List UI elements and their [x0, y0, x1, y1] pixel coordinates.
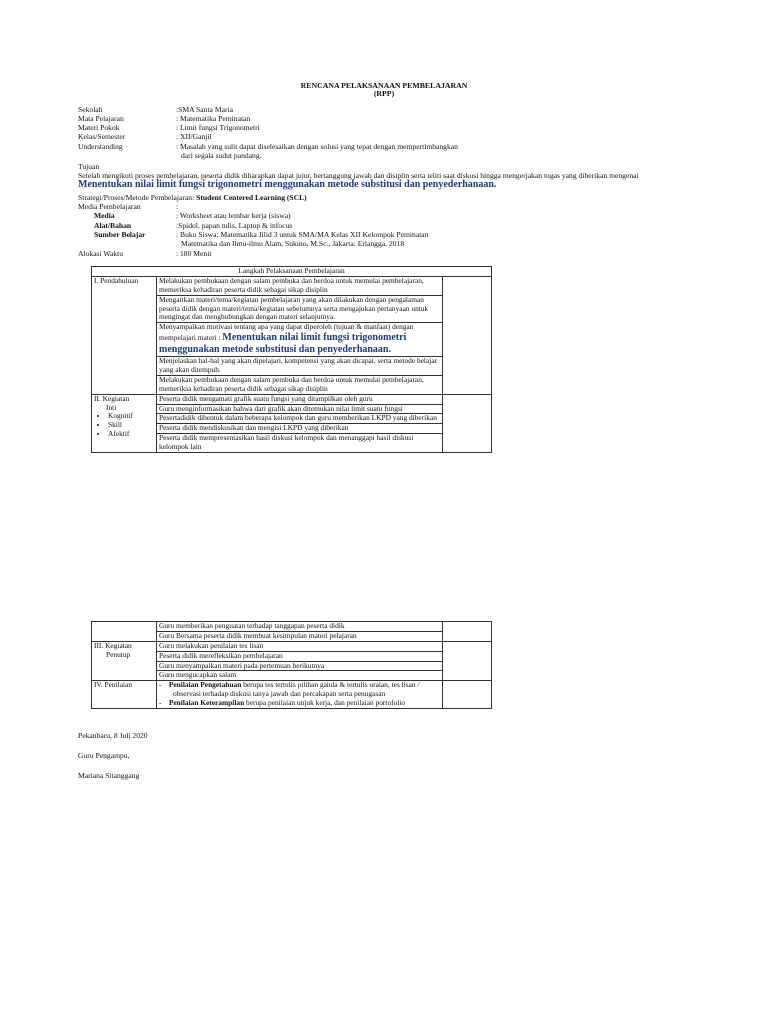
value-kelas-semester: : XII/Ganjil — [176, 132, 212, 141]
signer-name: Mariana Sitanggang — [78, 771, 140, 780]
motivasi-highlight: Menentukan nilai limit fungsi trigonometri menggunakan metode substitusi dan penyederhanaan. — [159, 332, 407, 356]
aspect-skill: • Skill — [108, 421, 154, 430]
list-item: Melakukan pembukaan dengan salam pembuka dan berdoa untuk memulai pembelajaran, memeriksa kehadiran peserta didik sebagai sikap disiplin — [159, 374, 424, 393]
value-sumber-belajar: : Buku Siswa: Matematika Jilid 3 untuk SMA/MA Kelas XII Kelompok Peminatan — [176, 230, 429, 239]
inti-steps — [157, 394, 443, 452]
section-kegiatan-penutup — [92, 641, 157, 681]
lesson-steps-table-continued — [91, 621, 492, 709]
tujuan-highlight: Menentukan nilai limit fungsi trigonometri menggunakan metode substitusi dan penyederhanaan. — [78, 179, 497, 190]
tujuan-text: Setelah mengikuti proses pembelajaran, peserta didik diharapkan dapat jujur, bertanggung jawab dan disiplin serta teliti saat diskusi hingga mengerjakan tugas yang diberikan mengenai — [78, 171, 639, 180]
section-kegiatan-inti — [92, 394, 157, 452]
label-alokasi-waktu: Alokasi Waktu — [78, 249, 124, 258]
label-media-pembelajaran: Media Pembelajaran — [78, 202, 141, 211]
document-title: RENCANA PELAKSANAAN PEMBELAJARAN — [300, 81, 468, 90]
penilaian-pengetahuan-text: berupa tes tertulis pilihan ganda & tertulis uraian, tes lisan / observasi terhadap diskusi tanya jawab dan percakapan serta penugasan — [173, 680, 420, 699]
list-item: Peserta didik mengamati grafik suatu fungsi yang ditampilkan oleh guru — [157, 395, 442, 405]
kegiatan-inti-label-2: Inti — [106, 402, 117, 412]
list-item: Guru mengucapkan salam — [159, 670, 237, 680]
penilaian-pengetahuan-label: Penilaian Pengetahuan — [168, 680, 242, 690]
kegiatan-inti-label: II. Kegiatan — [94, 393, 130, 403]
empty-cell — [443, 622, 492, 642]
value-alat-bahan: :Spidol, papan tulis, Laptop & infocus — [176, 221, 293, 230]
value-understanding-cont: dari segala sudut pandang. — [181, 151, 262, 160]
penilaian-keterampilan-label: Penilaian Keterampilan — [168, 698, 245, 707]
value-media: : Worksheet atau lembar kerja (siswa) — [176, 211, 291, 220]
list-item — [157, 323, 442, 357]
value-sekolah: :SMA Santa Maria — [176, 105, 233, 114]
aspect-kognitif: • Kognitif — [108, 412, 154, 421]
list-item: Melakukan pembukaan dengan salam pembuka dan berdoa untuk memulai pembelajaran, memeriksa kehadiran peserta didik sebagai sikap disiplin — [157, 277, 442, 296]
value-mata-pelajaran: : Matematika Peminatan — [176, 114, 251, 123]
aspect-afektif: • Afektif — [108, 430, 154, 439]
label-kelas-semester: Kelas/Semester — [78, 132, 126, 141]
list-item: Guru Bersama peserta didik membuat kesimpulan materi pelajaran — [159, 630, 357, 640]
empty-cell — [443, 641, 492, 681]
value-sumber-belajar-cont: Matematika dan Ilmu-ilmu Alam, Sukino, M.Sc., Jakarta: Erlangga, 2018 — [181, 239, 405, 248]
empty-cell — [92, 622, 157, 642]
empty-cell — [443, 681, 492, 709]
list-item: Guru memberikan penguatan terhadap tanggapan peserta didik — [157, 622, 442, 632]
label-materi-pokok: Materi Pokok — [78, 123, 120, 132]
document-subtitle: (RPP) — [373, 89, 395, 98]
section-penilaian: IV. Penilaian — [92, 681, 157, 709]
list-item: Menjelaskan hal-hal yang akan dipelajari, kompetensi yang akan dicapai, serta metode belajar yang akan ditempuh. — [157, 357, 442, 376]
place-date: Pekanbaru, 8 Juli 2020 — [78, 731, 148, 740]
penutup-steps — [157, 641, 443, 681]
kegiatan-penutup-label: III. Kegiatan — [94, 640, 132, 650]
empty-cell — [443, 276, 492, 394]
list-item: Peserta didik mempresentasikan hasil diskusi kelompok dan menanggapi hasil diskusi kelompok lain — [159, 433, 414, 451]
label-alat-bahan: Alat/Bahan — [94, 221, 132, 230]
value-materi-pokok: : Limit fungsi Trigonometri — [176, 123, 260, 132]
list-item: Peserta didik mendiskusikan dan mengisi LKPD yang diberikan — [157, 424, 442, 434]
list-item: - Penilaian Pengetahuan berupa tes tertulis pilihan ganda & tertulis uraian, tes lisan / observasi terhadap diskusi tanya jawab dan percakapan serta penugasan — [159, 680, 420, 699]
strategi-label: Strategi/Proses/Metode Pembelajaran: — [78, 193, 197, 202]
motivasi-text: Menyampaikan motivasi tentang apa yang dapat diperoleh (tujuan & manfaat) dengan mempelajari materi : — [159, 322, 414, 343]
list-item: Peserta didik merefleksikan pembelajaran — [157, 652, 442, 662]
label-sekolah: Sekolah — [78, 105, 103, 114]
list-item: - Penilaian Keterampilan berupa penilaian unjuk kerja, dan penilaian portofolio — [159, 698, 406, 707]
lesson-steps-table — [91, 266, 492, 453]
signer-role: Guru Pengampu, — [78, 751, 130, 760]
label-tujuan: Tujuan — [78, 162, 100, 171]
aspect-list — [94, 412, 154, 439]
label-sumber-belajar: Sumber Belajar — [94, 230, 146, 239]
strategi-value: Student Centered Learning (SCL) — [196, 193, 307, 202]
table-header: Langkah Pelaksanaan Pembelajaran — [92, 267, 492, 277]
list-item: Pesertadidik dibentuk dalam beberapa kelompok dan guru memberikan LKPD yang diberikan — [157, 414, 442, 424]
value-understanding: : Masalah yang sulit dapat diselesaikan dengan solusi yang tepat dengan mempertimbangkan — [176, 142, 458, 151]
list-item: Guru menginformasikan bahwa dari grafik akan ditemukan nilai limit suatu fungsi — [157, 405, 442, 415]
kegiatan-penutup-label-2: Penutup — [106, 649, 131, 659]
media-colon: : — [176, 202, 179, 211]
empty-cell — [443, 394, 492, 452]
penilaian-keterampilan-text: berupa penilaian unjuk kerja, dan penilaian portofolio — [244, 698, 406, 707]
list-item: Guru menyampaikan materi pada pertemuan berikutnya — [157, 662, 442, 672]
section-pendahuluan: I. Pendahuluan — [92, 276, 157, 394]
list-item: Mengaitkan materi/tema/kegiatan pembelajaran yang akan dilakukan dengan pengalaman peserta didik dengan materi/tema/kegiatan sebelumnya serta mengajukan pertanyaan untuk mengingat dan menghubungkan dengan materi selanjutnya. — [157, 296, 442, 324]
penilaian-items — [157, 681, 443, 709]
label-understanding: Understanding — [78, 142, 123, 151]
pendahuluan-steps — [157, 276, 443, 394]
list-item: Guru melakukan penilaian tes lisan — [157, 642, 442, 652]
label-mata-pelajaran: Mata Pelajaran — [78, 114, 124, 123]
label-media: Media — [94, 211, 115, 220]
value-alokasi-waktu: : 180 Menit — [176, 249, 212, 258]
inti-steps-continued — [157, 622, 443, 642]
